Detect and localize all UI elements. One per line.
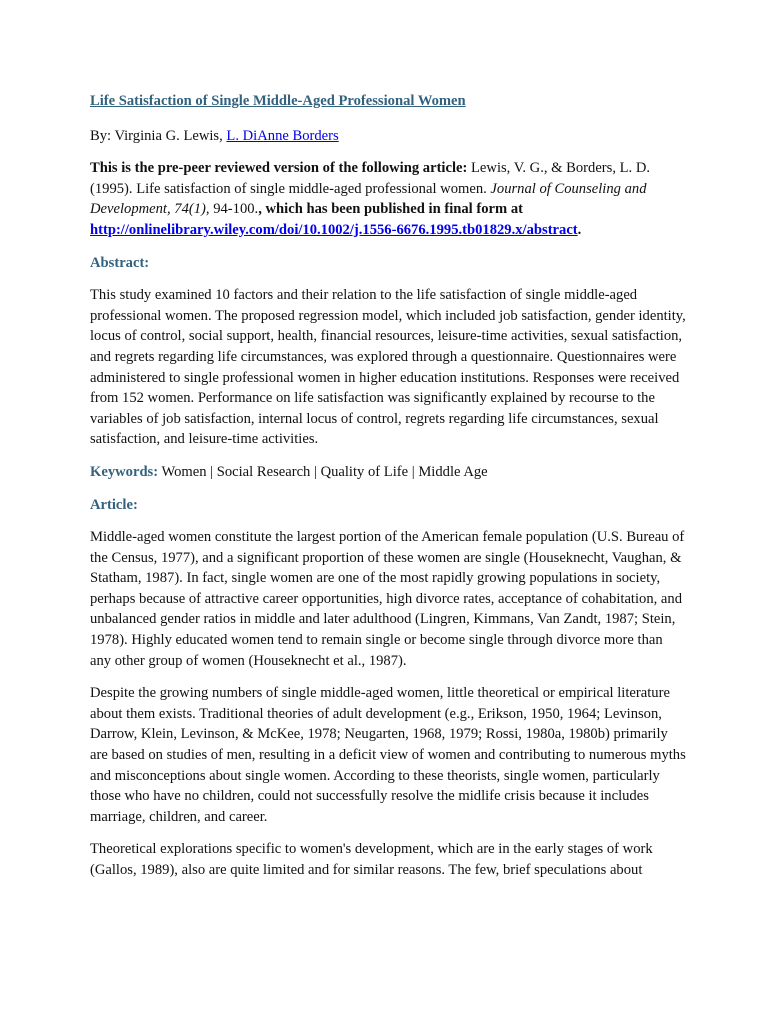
citation-pages: , 94-100. <box>205 201 259 218</box>
keywords-text: Women | Social Research | Quality of Life | Middle Age <box>158 463 488 480</box>
keywords-label: Keywords: <box>90 463 159 480</box>
article-url-link[interactable]: http://onlinelibrary.wiley.com/doi/10.1002/j.1556-6676.1995.tb01829.x/abstract <box>90 221 578 238</box>
article-paragraph-3: Theoretical explorations specific to women's development, which are in the early stages of work (Gallos, 1989), also are quite limited and for similar reasons. The few, brief speculations about <box>90 841 653 878</box>
journal-name: Journal of Counseling and Development, 74(1) <box>90 180 647 218</box>
author-link[interactable]: L. DiAnne Borders <box>226 127 339 144</box>
byline-prefix: By: Virginia G. Lewis, <box>90 127 227 144</box>
article-paragraph-1: Middle-aged women constitute the largest portion of the American female population (U.S. Bureau of the Census, 1977), and a significant proportion of these women are single (Houseknecht, Vaughan, & Statham, 1987). In fact, single women are one of the most rapidly growing populations in society, perhaps because of attractive career opportunities, high divorce rates, acceptance of cohabitation, and unbalanced gender ratios in middle and later adulthood (Lingren, Kimmans, Van Zandt, 1987; Stein, 1978). Highly educated women tend to remain single or become single through divorce more than any other group of women (Houseknecht et al., 1987). <box>90 529 685 669</box>
publication-notice <box>90 158 686 240</box>
document-title: Life Satisfaction of Single Middle-Aged Professional Women <box>90 93 466 109</box>
byline <box>90 126 686 147</box>
document-content <box>90 91 686 881</box>
notice-published: , which has been published in final form at <box>258 201 523 218</box>
notice-citation: Lewis, V. G., & Borders, L. D. (1995). Life satisfaction of single middle-aged professional women. <box>90 160 651 197</box>
notice-end: . <box>577 221 582 238</box>
article-heading: Article: <box>90 496 138 513</box>
abstract-text: This study examined 10 factors and their relation to the life satisfaction of single middle-aged professional women. The proposed regression model, which included job satisfaction, gender identity, locus of control, social support, health, financial resources, leisure-time activities, sexual satisfaction, and regrets regarding life circumstances, was explored through a questionnaire. Questionnaires were administered to single professional women in higher education institutions. Responses were received from 152 women. Performance on life satisfaction was significantly explained by recourse to the variables of job satisfaction, internal locus of control, regrets regarding life circumstances, sexual satisfaction, and leisure-time activities. <box>90 287 686 448</box>
article-paragraph-2: Despite the growing numbers of single middle-aged women, little theoretical or empirical literature about them exists. Traditional theories of adult development (e.g., Erikson, 1950, 1964; Levinson, Darrow, Klein, Levinson, & McKee, 1978; Neugarten, 1968, 1979; Rossi, 1980a, 1980b) primarily are based on studies of men, resulting in a deficit view of women and contributing to numerous myths and misconceptions about single women. According to these theorists, single women, particularly those who have no children, could not successfully resolve the midlife crisis because it includes marriage, children, and career. <box>90 685 686 825</box>
keywords-line <box>90 462 686 483</box>
abstract-heading: Abstract: <box>90 254 150 271</box>
notice-lead: This is the pre-peer reviewed version of the following article: <box>90 160 468 177</box>
